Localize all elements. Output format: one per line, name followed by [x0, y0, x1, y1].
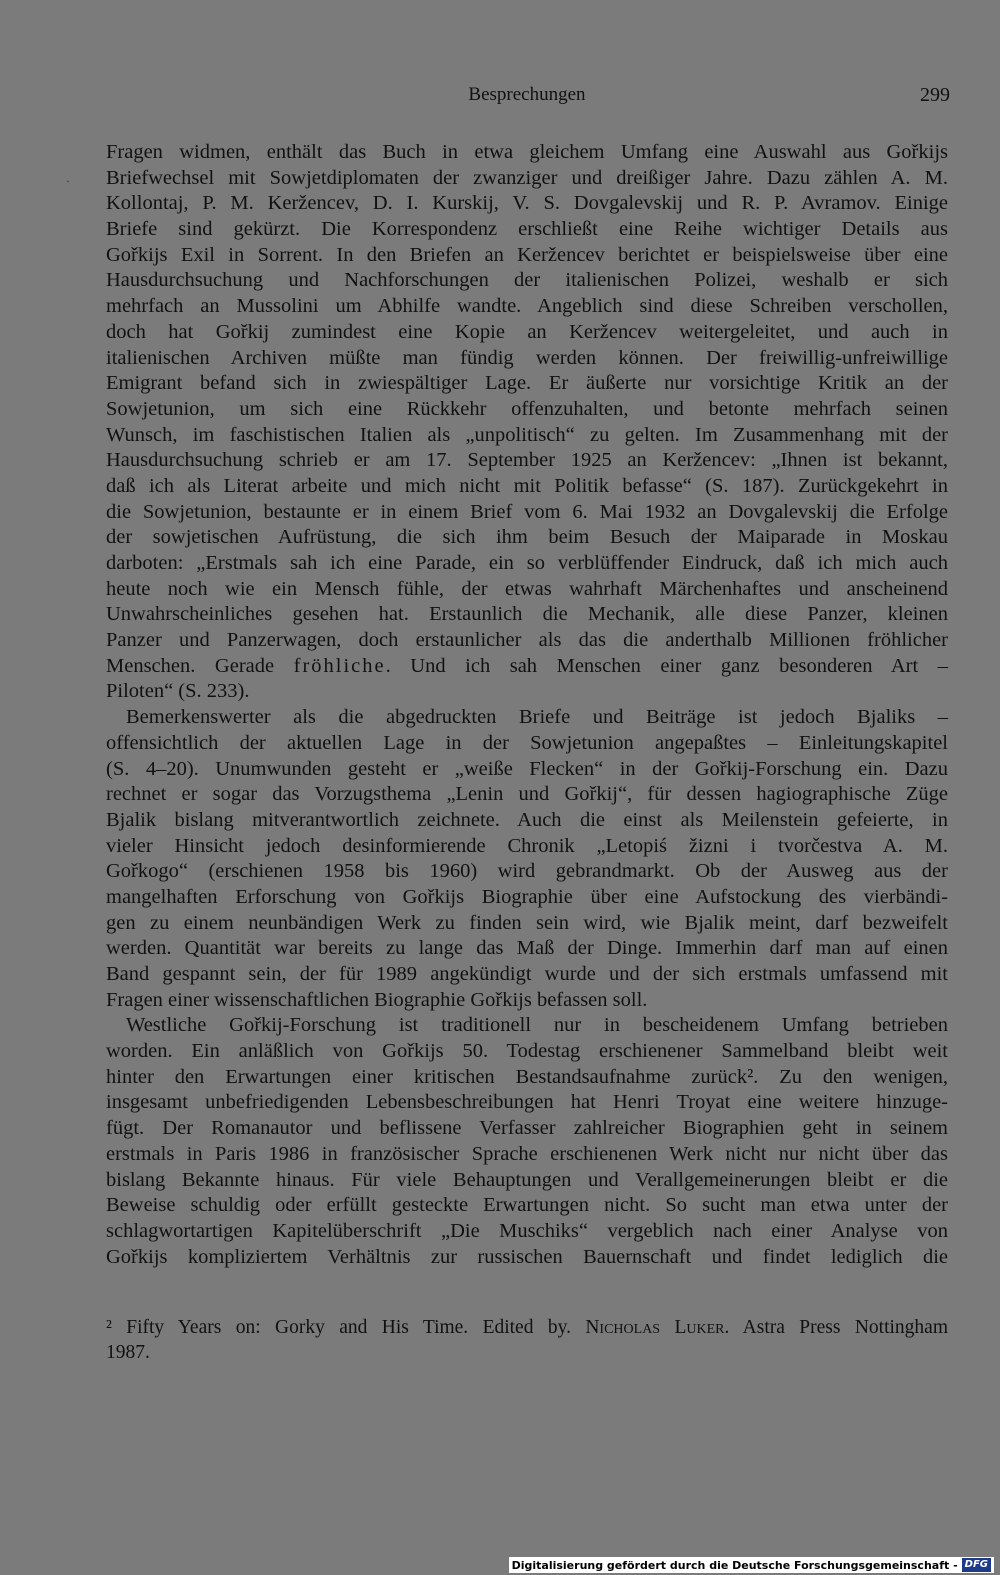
text-line: Kollontaj, P. M. Keržencev, D. I. Kurskij, V. S. Dovgalevskij und R. P. Avramov. Einige — [106, 192, 948, 215]
body-text — [106, 140, 948, 1270]
text-line: Beweise schuldig oder erfüllt gesteckte Erwartungen nicht. So sucht man etwa unter der — [106, 1194, 948, 1217]
text-line: (S. 4–20). Unumwunden gesteht er „weiße Flecken“ in der Gořkij-Forschung ein. Dazu — [106, 757, 948, 780]
text-line: worden. Ein anläßlich von Gořkijs 50. Todestag erschienener Sammelband bleibt weit — [106, 1040, 948, 1063]
dfg-logo: DFG — [962, 1558, 991, 1572]
emphasis-spaced: fröhliche — [293, 654, 386, 677]
text-line: daß ich als Literat arbeite und mich nicht mit Politik befasse“ (S. 187). Zurückgekehrt in — [106, 474, 948, 497]
text-line: Briefe sind gekürzt. Die Korrespondenz erschließt eine Reihe wichtiger Details aus — [106, 218, 948, 241]
margin-mark: ˋ — [66, 178, 70, 192]
text-line: Emigrant befand sich in zwiespältiger Lage. Er äußerte nur vorsichtige Kritik an der — [106, 372, 948, 395]
text-line: Fragen widmen, enthält das Buch in etwa gleichem Umfang eine Auswahl aus Gořkijs — [106, 141, 948, 163]
footnote-line-2: 1987. — [106, 1342, 150, 1363]
text-line: Sowjetunion, um sich eine Rückkehr offenzuhalten, und betonte mehrfach seinen — [106, 397, 948, 420]
text-line: insgesamt unbefriedigenden Lebensbeschreibungen hat Henri Troyat eine weitere hinzuge- — [106, 1091, 948, 1114]
text-line: Panzer und Panzerwagen, doch erstaunlicher als das die anderthalb Millionen fröhlicher — [106, 629, 948, 652]
text-line: doch hat Gořkij zumindest eine Kopie an Keržencev weitergeleitet, und auch in — [106, 320, 948, 343]
text-line: Bemerkenswerter als die abgedruckten Briefe und Beiträge ist jedoch Bjaliks – — [126, 706, 948, 729]
text-line: hinter den Erwartungen einer kritischen Bestandsaufnahme zurück². Zu den wenigen, — [106, 1065, 948, 1088]
text-line: erstmals in Paris 1986 in französischer Sprache erschienenen Werk nicht nur nicht über das — [106, 1142, 948, 1165]
page-number: 299 — [920, 84, 950, 106]
text-line: Gořkijs kompliziertem Verhältnis zur russischen Bauernschaft und findet lediglich die — [106, 1245, 948, 1268]
text-line: mangelhaften Erforschung von Gořkijs Biographie über eine Aufstockung des vierbändi- — [106, 885, 948, 908]
footnote-line-1 — [106, 1315, 948, 1340]
running-title: Besprechungen — [468, 84, 586, 105]
text-line: Unwahrscheinliches gesehen hat. Erstaunlich die Mechanik, alle diese Panzer, kleinen — [106, 603, 948, 626]
footnote-prefix: ² Fifty Years on: Gorky and His Time. Edited by. — [106, 1317, 586, 1338]
text-line: rechnet er sogar das Vorzugsthema „Lenin und Gořkij“, für dessen hagiographische Züge — [106, 783, 948, 806]
footnote-editor: Nicholas Luker — [585, 1317, 725, 1338]
text-line: schlagwortartigen Kapitelüberschrift „Die Muschiks“ vergeblich nach einer Analyse von — [106, 1219, 948, 1242]
text-line: Menschen. Gerade fröhliche. Und ich sah Menschen einer ganz besonderen Art – — [106, 654, 948, 677]
text-line: Briefwechsel mit Sowjetdiplomaten der zwanziger und dreißiger Jahre. Dazu zählen A. M. — [106, 166, 948, 189]
text-line: werden. Quantität war bereits zu lange das Maß der Dinge. Immerhin darf man auf einen — [106, 937, 948, 960]
text-line: Bjalik bislang mitverantwortlich zeichnete. Auch die einst als Meilenstein gefeierte, in — [106, 808, 948, 831]
text-line: fügt. Der Romanautor und beflissene Verfasser zahlreicher Biographien geht in seinem — [106, 1117, 948, 1140]
footnote-suffix: . Astra Press Nottingham — [724, 1317, 948, 1338]
text-line: Band gespannt sein, der für 1989 angekündigt wurde und der sich erstmals umfassend mit — [106, 963, 948, 985]
text-line: die Sowjetunion, bestaunte er in einem Brief vom 6. Mai 1932 an Dovgalevskij die Erfolge — [106, 500, 948, 523]
text-line: Westliche Gořkij-Forschung ist traditionell nur in bescheidenem Umfang betrieben — [126, 1014, 948, 1037]
text-line: heute noch wie ein Mensch fühle, der etwas wahrhaft Märchenhaftes und anscheinend — [106, 577, 948, 600]
text-line: Piloten“ (S. 233). — [106, 680, 250, 703]
text-line: Gořkijs Exil in Sorrent. In den Briefen an Keržencev berichtet er beispielsweise über eine — [106, 243, 948, 266]
text-line: vieler Hinsicht jedoch desinformierende Chronik „Letopiś žizni i tvorčestva A. M. — [106, 834, 948, 857]
text-line: bislang Bekannte hinaus. Für viele Behauptungen und Verallgemeinerungen bleibt er die — [106, 1168, 948, 1191]
text-line: Wunsch, im faschistischen Italien als „unpolitisch“ zu gelten. Im Zusammenhang mit der — [106, 423, 948, 446]
text-line: darboten: „Erstmals sah ich eine Parade, ein so verblüffender Eindruck, daß ich mich auch — [106, 552, 948, 574]
text-line: der sowjetischen Aufrüstung, die sich ihm beim Besuch der Maiparade in Moskau — [106, 526, 948, 549]
text-line: mehrfach an Mussolini um Abhilfe wandte. Angeblich sind diese Schreiben verschollen, — [106, 295, 948, 318]
text-line: offensichtlich der aktuellen Lage in der Sowjetunion angepaßtes – Einleitungskapitel — [106, 731, 948, 754]
text-line: Gořkogo“ (erschienen 1958 bis 1960) wird gebrandmarkt. Ob der Ausweg aus der — [106, 860, 948, 883]
page-header — [104, 84, 950, 112]
digitization-credit — [509, 1557, 994, 1573]
text-line: Hausdurchsuchung schrieb er am 17. September 1925 an Keržencev: „Ihnen ist bekannt, — [106, 449, 948, 472]
text-line: Fragen einer wissenschaftlichen Biographie Gořkijs befassen soll. — [106, 988, 648, 1011]
text-line: italienischen Archiven müßte man fündig werden können. Der freiwillig-unfreiwillige — [106, 346, 948, 369]
text-line: Hausdurchsuchung und Nachforschungen der italienischen Polizei, weshalb er sich — [106, 269, 948, 292]
footnote — [106, 1315, 948, 1365]
credit-text: Digitalisierung gefördert durch die Deutsche Forschungsgemeinschaft - — [511, 1558, 958, 1572]
text-line: gen zu einem neunbändigen Werk zu finden sein wird, wie Bjalik meint, darf bezweifelt — [106, 911, 948, 934]
